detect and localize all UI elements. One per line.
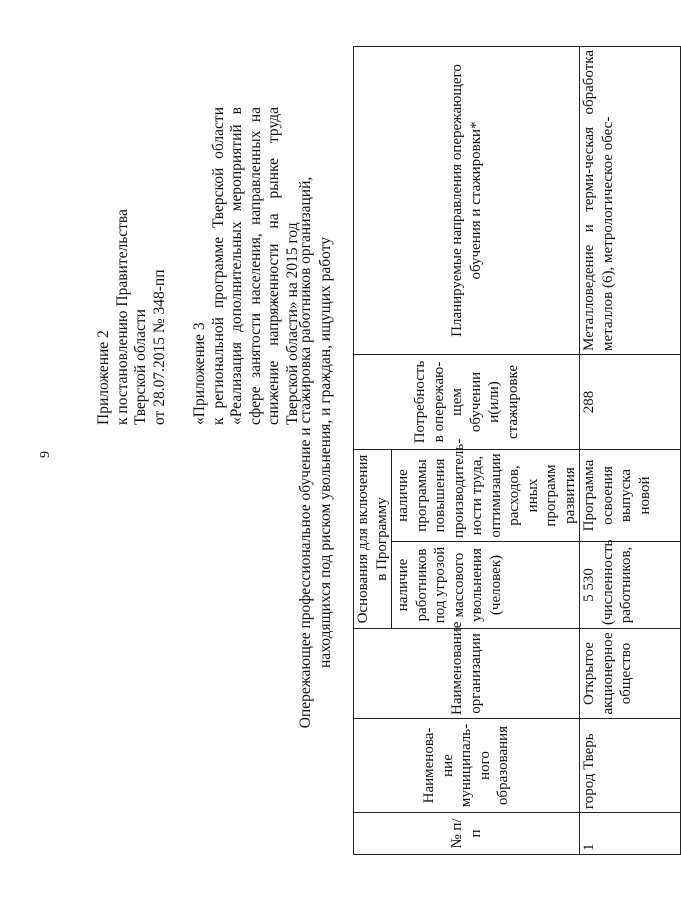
header-grounds: Основания для включения в Программу (354, 449, 392, 628)
header-directions: Планируемые направления опережающего обучения и стажировки* (354, 46, 580, 354)
header-grounds-program: наличие программы повышения производитель-ности труда, оптимизации расходов, иных программ развития (392, 449, 580, 541)
cell-need: 288 (580, 354, 681, 449)
cell-directions: Металловедение и терми-ческая обработка металлов (6), метрологическое обес- (580, 46, 681, 354)
annex-2-header (95, 107, 169, 425)
header-municipality: Наименова-ние муниципаль-ного образования (354, 719, 580, 813)
table-row (580, 46, 681, 854)
header-need: Потребность в опережаю-щем обучении и(или) стажировке (354, 354, 580, 449)
page-number: 9 (38, 451, 53, 458)
header-grounds-workers: наличие работников под угрозой массового увольнения (человек) (392, 542, 580, 629)
cell-program: Программа освоения выпуска новой (580, 449, 681, 541)
training-table (353, 46, 681, 855)
annex-2-line: к постановлению Правительства (113, 209, 131, 425)
header-row (354, 46, 392, 854)
cell-num: 1 (580, 813, 681, 855)
annex-3-line: к региональной программе Тверской области «Реализация дополнительных мероприятий в сфере занятости населения, направленных на снижение напряженности на рынке труда Тверской области» на 2015 год (209, 107, 301, 425)
title-line-1: Опережающее профессиональное обучение и стажировка работников организаций, (297, 176, 314, 729)
annex-2-line: Приложение 2 (95, 330, 112, 425)
annex-3-header (191, 107, 303, 425)
header-organization: Наименование организации (354, 629, 580, 719)
annex-2-line: Тверской области (132, 309, 150, 425)
annex-3-line: «Приложение 3 (191, 322, 208, 425)
cell-municipality: город Тверь (580, 719, 681, 813)
cell-organization: Открытое акционерное общество (580, 629, 681, 719)
title-line-2: находящихся под риском увольнения, и граждан, ищущих работу (317, 236, 334, 669)
annex-2-line: от 28.07.2015 № 348-пп (150, 269, 168, 425)
cell-workers: 5 530 (численность работников, (580, 542, 681, 629)
header-num: № п/п (354, 813, 580, 855)
document-title (296, 96, 336, 809)
